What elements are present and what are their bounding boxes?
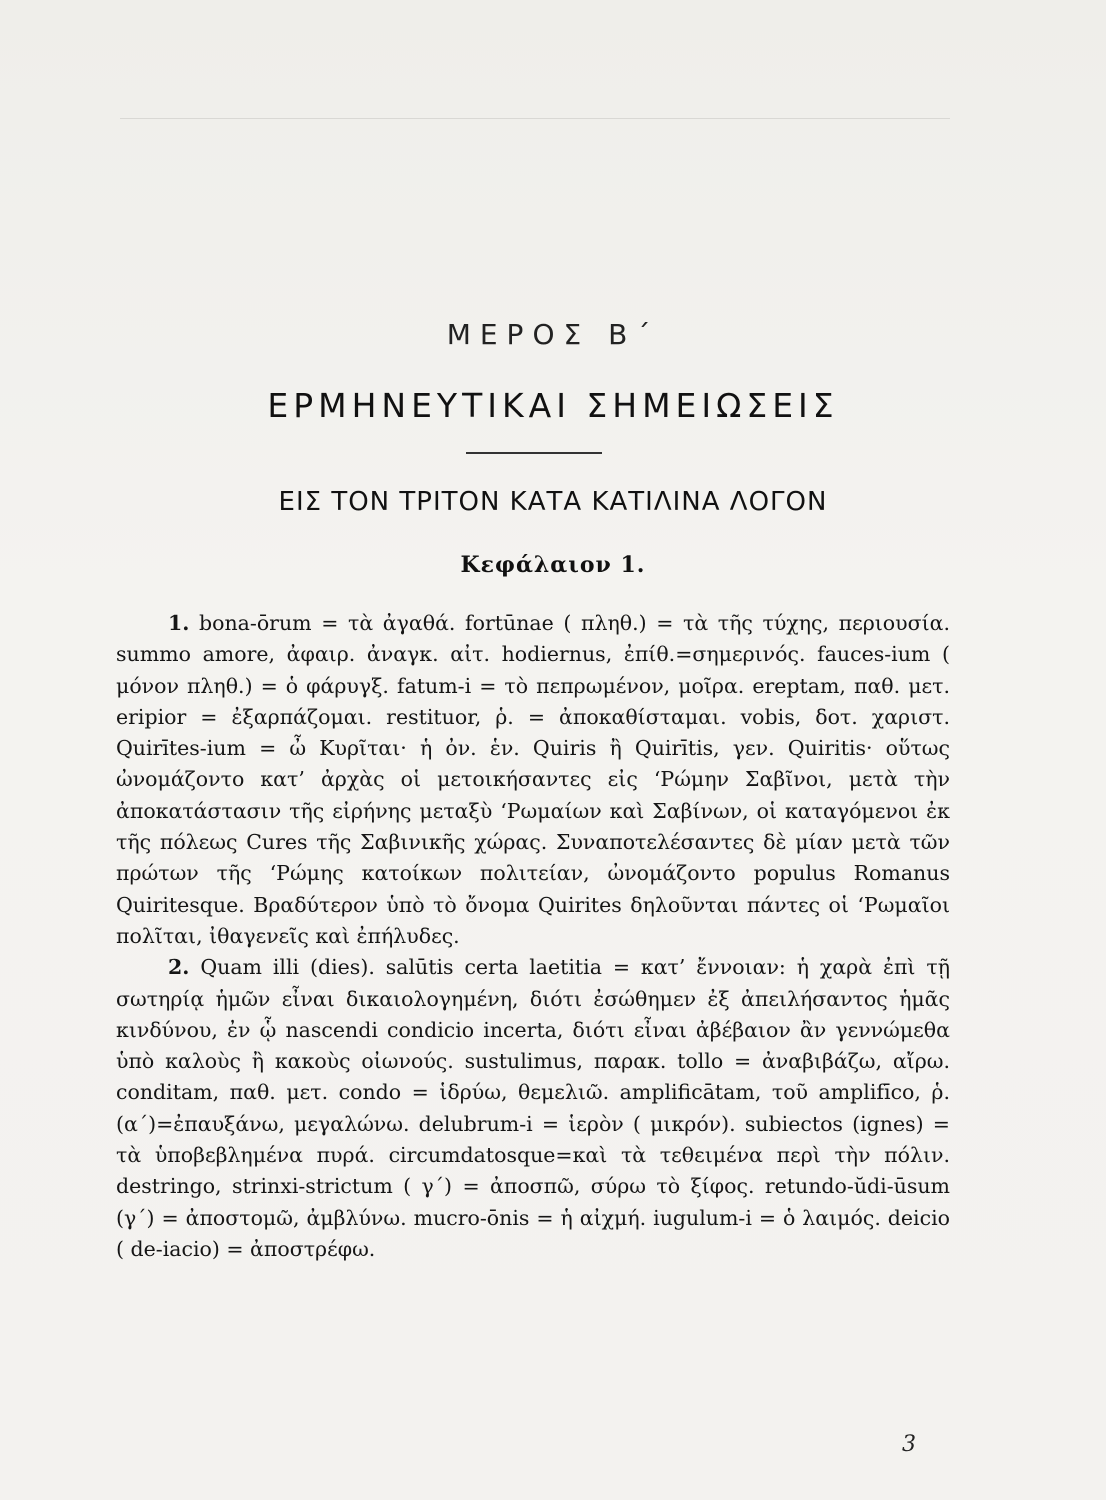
title-divider <box>466 452 602 454</box>
paragraph-text: bona-ōrum = τὰ ἀγαθά. fortūnae ( πληθ.) = τὰ τῆς τύχης, περιουσία. summo amore, ἀφαιρ. ἀναγκ. αἰτ. hodiernus, ἐπίθ.=σημερινός. fauces-ium ( μόνον πληθ.) = ὁ φάρυγξ. fatum-i = τὸ πεπρωμένον, μοῖρα. ereptam, παθ. μετ. eripior = ἐξαρπάζομαι. restituor, ῥ. = ἀποκαθίσταμαι. vobis, δοτ. χαριστ. Quirītes-ium = ὦ Κυρῖται· ἡ ὀν. ἑν. Quiris ἢ Quirītis, γεν. Quiritis· οὕτως ὠνομάζοντο κατ’ ἀρχὰς οἱ μετοικήσαντες εἰς ‘Ρώμην Σαβῖνοι, μετὰ τὴν ἀποκατάστασιν τῆς εἰρήνης μεταξὺ ‘Ρωμαίων καὶ Σαβίνων, οἱ καταγόμενοι ἐκ τῆς πόλεως Cures τῆς Σαβινικῆς χώρας. Συναποτελέσαντες δὲ μίαν μετὰ τῶν πρώτων τῆς ‘Ρώμης κατοίκων πολιτείαν, ὠνομάζοντο populus Romanus Quiritesque. Βραδύτερον ὑπὸ τὸ ὄνομα Quirites δηλοῦνται πάντες οἱ ‘Ρωμαῖοι πολῖται, ἰθαγενεῖς καὶ ἐπήλυδες. <box>116 611 950 948</box>
chapter-heading: Κεφάλαιον 1. <box>460 552 646 578</box>
paragraph-number: 2. <box>168 955 190 980</box>
main-title: ΕΡΜΗΝΕΥΤΙΚΑΙ ΣΗΜΕΙΩΣΕΙΣ <box>267 386 839 425</box>
paragraph-2 <box>116 952 950 1265</box>
section-subtitle: ΕΙΣ ΤΟΝ ΤΡΙΤΟΝ ΚΑΤΑ ΚΑΤΙΛΙΝΑ ΛΟΓΟΝ <box>278 487 828 517</box>
body-text <box>116 608 950 1265</box>
paragraph-text: Quam illi (dies). salūtis certa laetitia = κατ’ ἔννοιαν: ἡ χαρὰ ἐπὶ τῇ σωτηρίᾳ ἡμῶν εἶναι δικαιολογημένη, διότι ἐσώθημεν ἐξ ἀπειλήσαντος ἡμᾶς κινδύνου, ἐν ᾧ nascendi condicio incerta, διότι εἶναι ἀβέβαιον ἂν γεννώμεθα ὑπὸ καλοὺς ἢ κακοὺς οἰωνούς. sustulimus, παρακ. tollo = ἀναβιβάζω, αἴρω. conditam, παθ. μετ. condo = ἱδρύω, θεμελιῶ. amplificātam, τοῦ amplifīco, ῥ. (α΄)=ἐπαυξάνω, μεγαλώνω. delubrum-i = ἱερὸν ( μικρόν). subiectos (ignes) = τὰ ὑποβεβλημένα πυρά. circumdatosque=καὶ τὰ τεθειμένα περὶ τὴν πόλιν. destringo, strinxi-strictum ( γ΄) = ἀποσπῶ, σύρω τὸ ξίφος. retundo-ŭdi-ūsum (γ΄) = ἀποστομῶ, ἀμβλύνω. mucro-ōnis = ἡ αἰχμή. iugulum-i = ὁ λαιμός. deicio ( de-iacio) = ἀποστρέφω. <box>116 955 950 1261</box>
page-number: 3 <box>902 1432 916 1457</box>
part-title: ΜΕΡΟΣ Β΄ <box>446 318 660 351</box>
paragraph-1 <box>116 608 950 952</box>
header-rule <box>120 118 950 119</box>
paragraph-number: 1. <box>168 611 190 635</box>
